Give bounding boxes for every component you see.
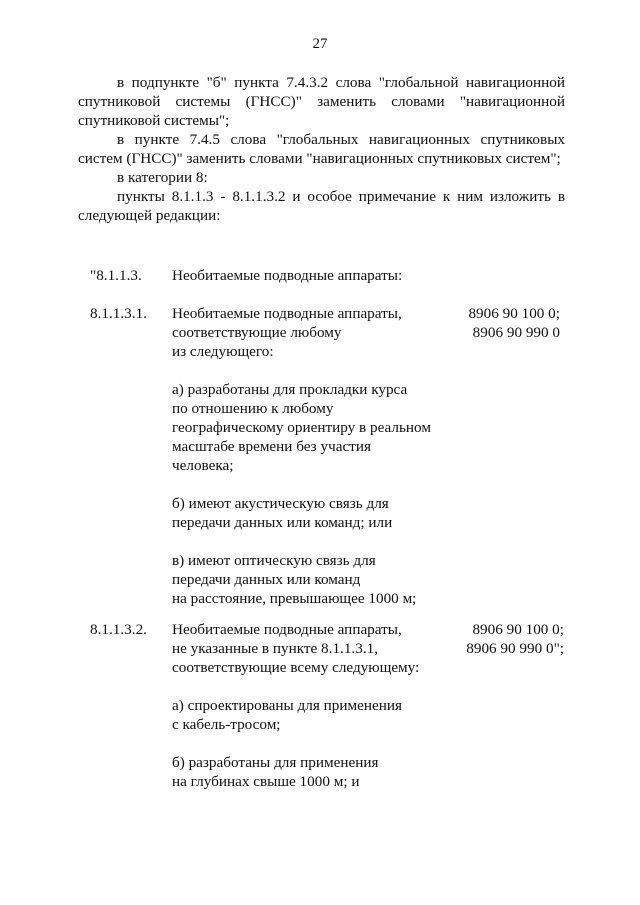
intro-paragraph: в подпункте "б" пункта 7.4.3.2 слова "глобальной навигационной спутниковой системы (ГНСС)" заменить словами "навигационной спутниковой системы"; bbox=[78, 74, 565, 129]
item-codes: 8906 90 100 0; 8906 90 990 0"; bbox=[466, 621, 564, 657]
intro-paragraph: пункты 8.1.1.3 - 8.1.1.3.2 и особое примечание к ним изложить в следующей редакции: bbox=[78, 188, 565, 224]
item-title: Необитаемые подводные аппараты, не указанные в пункте 8.1.1.3.1, соответствующие всему следующему: bbox=[172, 621, 420, 676]
item-subclause: в) имеют оптическую связь для передачи данных или команд на расстояние, превышающее 1000 м; bbox=[172, 552, 417, 607]
intro-paragraph: в категории 8: bbox=[117, 169, 208, 186]
item-8-1-1-3-1 bbox=[90, 304, 570, 607]
intro-text bbox=[78, 73, 565, 225]
item-number: 8.1.1.3.2. bbox=[90, 621, 147, 638]
item-subclause: б) имеют акустическую связь для передачи данных или команд; или bbox=[172, 495, 393, 531]
item-number: "8.1.1.3. bbox=[90, 267, 142, 284]
intro-paragraph: в пункте 7.4.5 слова "глобальных навигационных спутниковых систем (ГНСС)" заменить словами "навигационных спутниковых систем"; bbox=[78, 131, 565, 167]
item-codes: 8906 90 100 0; 8906 90 990 0 bbox=[468, 305, 560, 341]
item-subclause: а) спроектированы для применения с кабель-тросом; bbox=[172, 697, 402, 733]
item-8-1-1-3-2 bbox=[90, 620, 570, 800]
item-title: Необитаемые подводные аппараты: bbox=[172, 267, 403, 284]
item-title: Необитаемые подводные аппараты, соответствующие любому из следующего: bbox=[172, 305, 402, 360]
item-subclause: а) разработаны для прокладки курса по отношению к любому географическому ориентиру в реальном масштабе времени без участия человека; bbox=[172, 381, 431, 474]
item-subclause: б) разработаны для применения на глубинах свыше 1000 м; и bbox=[172, 754, 379, 790]
item-number: 8.1.1.3.1. bbox=[90, 305, 147, 322]
page-number: 27 bbox=[312, 36, 328, 52]
